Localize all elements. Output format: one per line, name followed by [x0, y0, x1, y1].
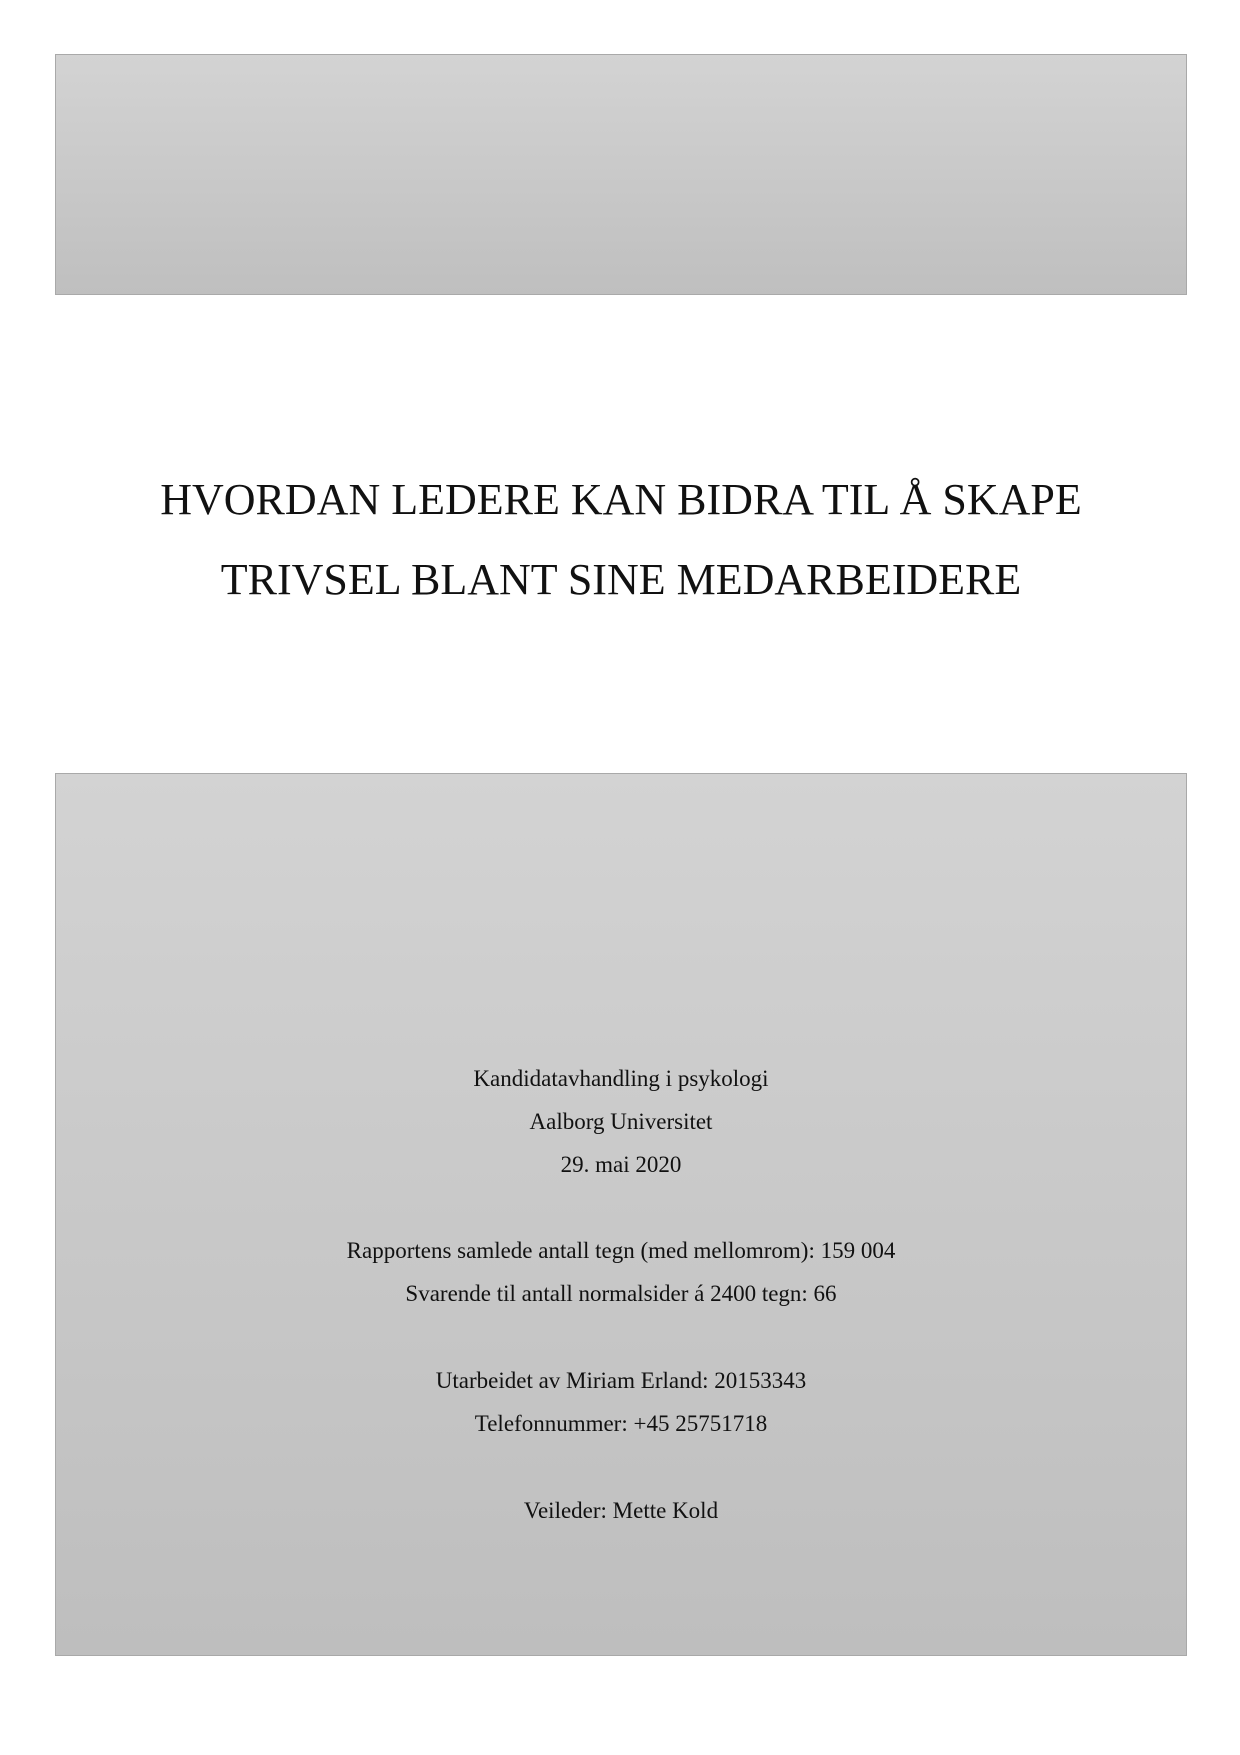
submission-date: 29. mai 2020: [560, 1152, 682, 1177]
info-box: [55, 773, 1187, 1656]
supervisor-line: Veileder: Mette Kold: [523, 1498, 719, 1523]
length-info-block: [56, 1229, 1186, 1315]
university-name: Aalborg Universitet: [529, 1109, 713, 1134]
normal-page-count: Svarende til antall normalsider á 2400 tegn: 66: [405, 1281, 837, 1306]
document-title: [55, 460, 1187, 620]
thesis-info-block: [56, 1057, 1186, 1186]
header-decorative-box: [55, 54, 1187, 295]
character-count: Rapportens samlede antall tegn (med mellomrom): 159 004: [346, 1238, 896, 1263]
title-line-1: HVORDAN LEDERE KAN BIDRA TIL Å SKAPE: [160, 475, 1082, 524]
author-info-block: [56, 1359, 1186, 1445]
phone-line: Telefonnummer: +45 25751718: [474, 1411, 768, 1436]
title-line-2: TRIVSEL BLANT SINE MEDARBEIDERE: [220, 555, 1022, 604]
author-line: Utarbeidet av Miriam Erland: 20153343: [435, 1368, 807, 1393]
supervisor-info-block: [56, 1489, 1186, 1532]
thesis-type: Kandidatavhandling i psykologi: [473, 1066, 769, 1091]
